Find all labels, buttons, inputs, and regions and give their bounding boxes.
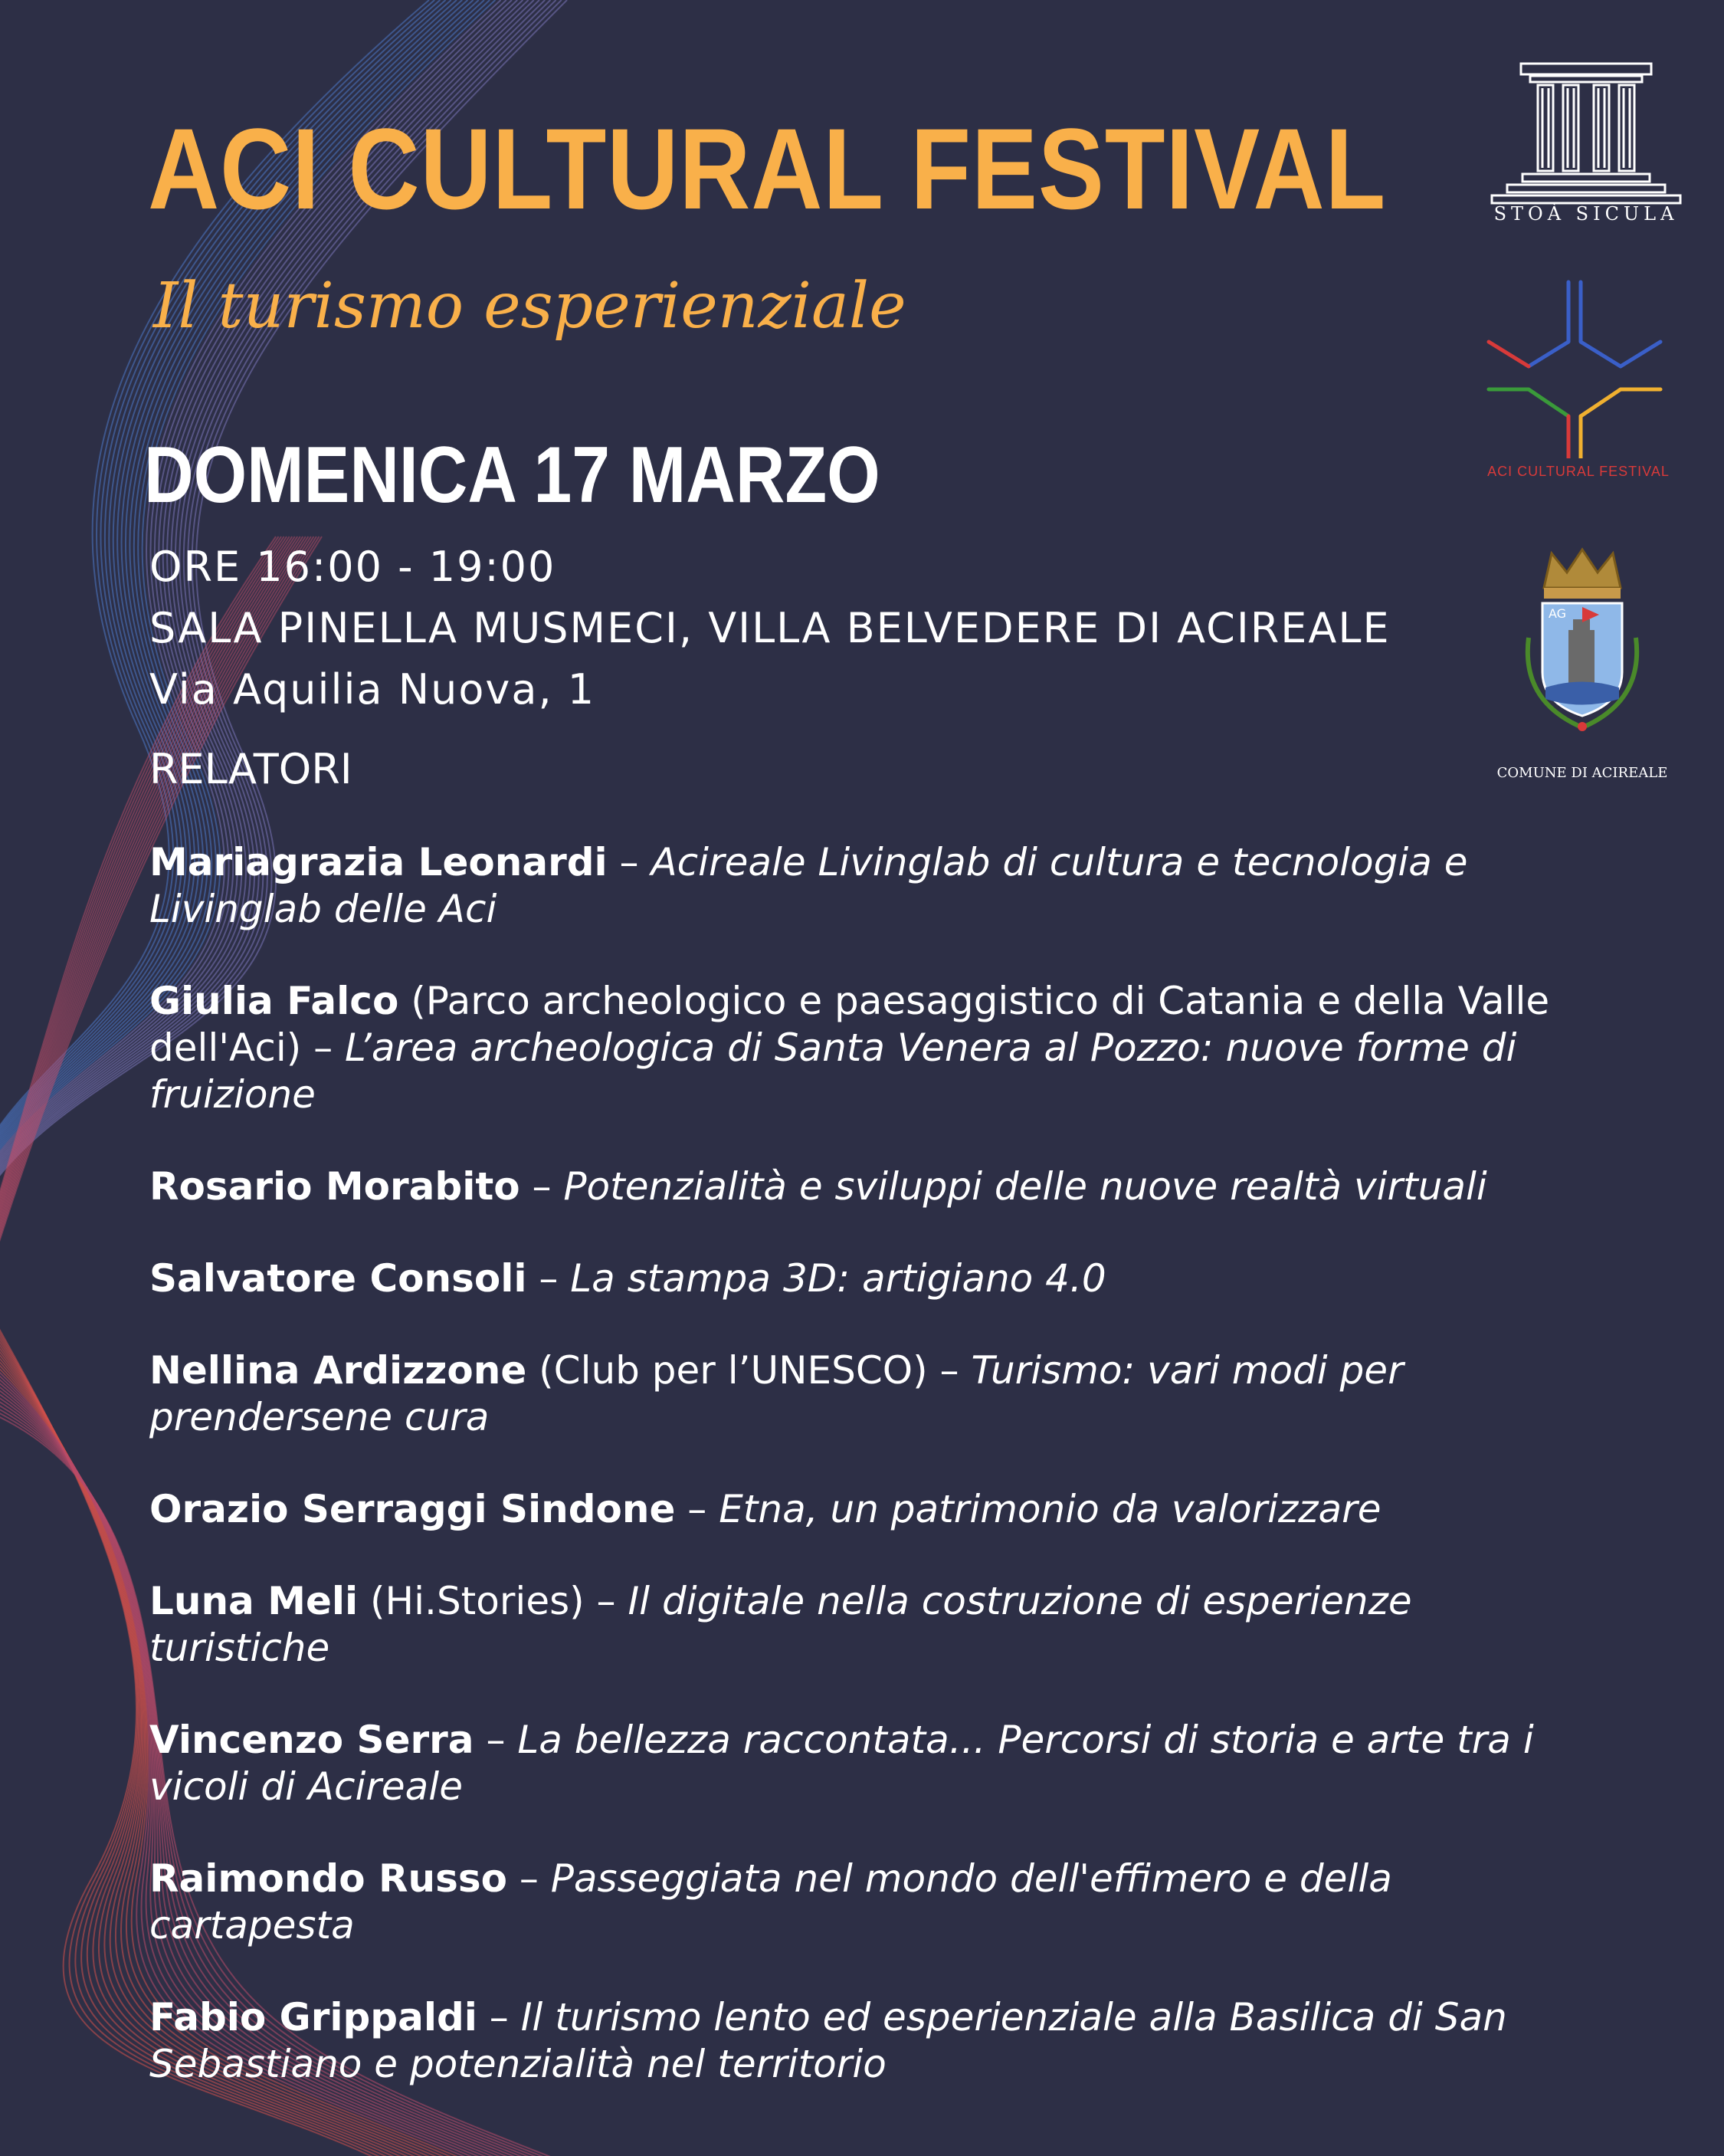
speaker-name: Giulia Falco [149, 979, 399, 1023]
speaker-name: Raimondo Russo [149, 1856, 507, 1901]
speaker-talk: La bellezza raccontata... Percorsi di storia e arte tra i vicoli di Acireale [149, 1718, 1534, 1809]
festival-title: ACI CULTURAL FESTIVAL [148, 104, 1387, 233]
speaker-org: (Club per l’UNESCO) [526, 1348, 928, 1393]
speaker-item [149, 1486, 1575, 1533]
festival-subtitle: Il turismo esperienziale [153, 270, 906, 343]
speaker-item [149, 1163, 1575, 1210]
speaker-item [149, 1578, 1575, 1672]
speaker-name: Salvatore Consoli [149, 1256, 527, 1301]
speaker-separator: – [519, 1164, 564, 1209]
speaker-org: (Hi.Stories) [358, 1579, 585, 1623]
speaker-org: (Parco archeologico e paesaggistico di Catania e della Valle dell'Aci) [149, 979, 1550, 1070]
speaker-separator: – [526, 1256, 571, 1301]
speaker-separator: – [477, 1995, 521, 2040]
speaker-item [149, 1717, 1575, 1810]
speaker-talk: Passeggiata nel mondo dell'effimero e della cartapesta [149, 1856, 1392, 1948]
speaker-name: Luna Meli [149, 1579, 359, 1623]
speaker-talk: L’area archeologica di Santa Venera al Pozzo: nuove forme di fruizione [149, 1025, 1517, 1117]
speaker-separator: – [607, 840, 651, 884]
speaker-talk: Etna, un patrimonio da valorizzare [719, 1487, 1381, 1531]
speaker-separator: – [927, 1348, 972, 1393]
event-time: ORE 16:00 - 19:00 [149, 543, 556, 591]
speaker-item [149, 1856, 1575, 1949]
speaker-talk: Il digitale nella costruzione di esperienze turistiche [149, 1579, 1412, 1670]
speaker-talk: Il turismo lento ed esperienziale alla Basilica di San Sebastiano e potenzialità nel territorio [149, 1995, 1507, 2086]
speaker-name: Fabio Grippaldi [149, 1995, 477, 2040]
speaker-talk: Acireale Livinglab di cultura e tecnologia e Livinglab delle Aci [149, 840, 1468, 931]
comune-label: COMUNE DI ACIREALE [1496, 765, 1668, 781]
speaker-talk: La stampa 3D: artigiano 4.0 [570, 1256, 1106, 1301]
speaker-name: Vincenzo Serra [149, 1718, 474, 1762]
speakers-list [149, 839, 1575, 2088]
speaker-separator: – [584, 1579, 628, 1623]
speaker-talk: Turismo: vari modi per prendersene cura [149, 1348, 1404, 1439]
speaker-item [149, 1994, 1575, 2088]
speaker-separator: – [506, 1856, 551, 1901]
speaker-item [149, 1347, 1575, 1441]
speaker-name: Nellina Ardizzone [149, 1348, 527, 1393]
aci-festival-logo-icon [1483, 274, 1667, 458]
speaker-item [149, 978, 1575, 1118]
event-venue: SALA PINELLA MUSMECI, VILLA BELVEDERE DI ACIREALE [149, 604, 1391, 652]
speaker-name: Mariagrazia Leonardi [149, 840, 608, 884]
speaker-separator: – [675, 1487, 719, 1531]
event-address: Via Aquilia Nuova, 1 [149, 665, 596, 714]
stoa-sicula-logo-icon [1483, 57, 1690, 226]
speaker-name: Orazio Serraggi Sindone [149, 1487, 676, 1531]
speaker-talk: Potenzialità e sviluppi delle nuove realtà virtuali [563, 1164, 1487, 1209]
stoa-sicula-label: STOÀ SICULA [1493, 203, 1679, 225]
coat-initials: AG [1549, 606, 1567, 621]
speakers-heading: RELATORI [149, 745, 352, 793]
aci-festival-label: ACI CULTURAL FESTIVAL [1487, 464, 1670, 479]
coat-of-arms-icon [1506, 546, 1659, 745]
speaker-item [149, 1255, 1575, 1302]
speaker-item [149, 839, 1575, 933]
speaker-name: Rosario Morabito [149, 1164, 520, 1209]
speaker-separator: – [474, 1718, 518, 1762]
speaker-separator: – [301, 1025, 346, 1070]
event-date: DOMENICA 17 MARZO [144, 431, 880, 520]
